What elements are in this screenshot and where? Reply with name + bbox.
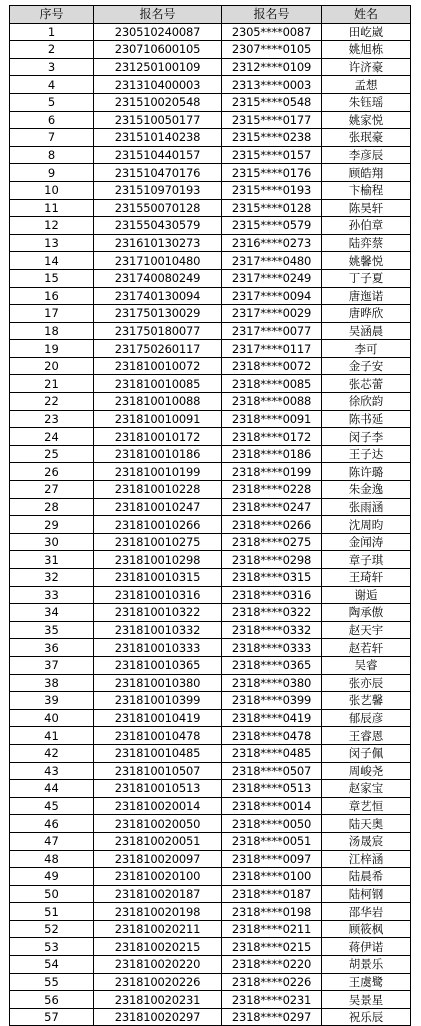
masked-registration-number-cell: 2318****0097 xyxy=(222,850,322,868)
name-cell: 张雨涵 xyxy=(322,498,411,516)
registration-number-cell: 231810010513 xyxy=(94,780,222,798)
masked-registration-number-cell: 2318****0051 xyxy=(222,832,322,850)
table-row xyxy=(10,23,411,41)
masked-registration-number-cell: 2317****0480 xyxy=(222,252,322,270)
masked-registration-number-cell: 2318****0231 xyxy=(222,991,322,1009)
masked-registration-number-cell: 2318****0266 xyxy=(222,516,322,534)
registration-number-cell: 231810010072 xyxy=(94,357,222,375)
serial-number-cell: 28 xyxy=(10,498,94,516)
serial-number-cell: 19 xyxy=(10,340,94,358)
name-cell: 朱金逸 xyxy=(322,481,411,499)
serial-number-cell: 48 xyxy=(10,850,94,868)
serial-number-cell: 39 xyxy=(10,692,94,710)
name-cell: 江梓涵 xyxy=(322,850,411,868)
serial-number-cell: 1 xyxy=(10,23,94,41)
serial-number-cell: 54 xyxy=(10,956,94,974)
masked-registration-number-cell: 2315****0128 xyxy=(222,199,322,217)
registration-number-cell: 231810010333 xyxy=(94,639,222,657)
serial-number-cell: 21 xyxy=(10,375,94,393)
serial-number-cell: 14 xyxy=(10,252,94,270)
masked-registration-number-cell: 2318****0211 xyxy=(222,920,322,938)
registration-number-cell: 231810010275 xyxy=(94,533,222,551)
name-cell: 金闻涛 xyxy=(322,533,411,551)
table-row xyxy=(10,868,411,886)
masked-registration-number-cell: 2307****0105 xyxy=(222,41,322,59)
masked-registration-number-cell: 2318****0419 xyxy=(222,709,322,727)
table-row xyxy=(10,322,411,340)
table-row xyxy=(10,604,411,622)
serial-number-cell: 52 xyxy=(10,920,94,938)
name-cell: 谢逅 xyxy=(322,586,411,604)
table-row xyxy=(10,146,411,164)
name-cell: 李可 xyxy=(322,340,411,358)
masked-registration-number-cell: 2315****0176 xyxy=(222,164,322,182)
registration-number-cell: 231510440157 xyxy=(94,146,222,164)
registration-number-cell: 231810010507 xyxy=(94,762,222,780)
serial-number-cell: 8 xyxy=(10,146,94,164)
header-name: 姓名 xyxy=(322,6,411,24)
registration-number-cell: 231510140238 xyxy=(94,129,222,147)
masked-registration-number-cell: 2318****0332 xyxy=(222,621,322,639)
masked-registration-number-cell: 2318****0088 xyxy=(222,393,322,411)
table-row xyxy=(10,656,411,674)
name-cell: 祝乐辰 xyxy=(322,1008,411,1026)
table-row xyxy=(10,41,411,59)
name-cell: 孟想 xyxy=(322,76,411,94)
masked-registration-number-cell: 2317****0094 xyxy=(222,287,322,305)
table-row xyxy=(10,797,411,815)
table-row xyxy=(10,252,411,270)
table-row xyxy=(10,639,411,657)
registration-number-cell: 231810010088 xyxy=(94,393,222,411)
masked-registration-number-cell: 2318****0220 xyxy=(222,956,322,974)
registration-number-cell: 231810010247 xyxy=(94,498,222,516)
registration-number-cell: 231510470176 xyxy=(94,164,222,182)
masked-registration-number-cell: 2318****0298 xyxy=(222,551,322,569)
table-row xyxy=(10,129,411,147)
masked-registration-number-cell: 2318****0478 xyxy=(222,727,322,745)
masked-registration-number-cell: 2318****0247 xyxy=(222,498,322,516)
masked-registration-number-cell: 2318****0507 xyxy=(222,762,322,780)
masked-registration-number-cell: 2318****0297 xyxy=(222,1008,322,1026)
name-cell: 王虞鹭 xyxy=(322,973,411,991)
serial-number-cell: 41 xyxy=(10,727,94,745)
serial-number-cell: 23 xyxy=(10,410,94,428)
registration-number-cell: 230710600105 xyxy=(94,41,222,59)
masked-registration-number-cell: 2318****0085 xyxy=(222,375,322,393)
table-row xyxy=(10,305,411,323)
masked-registration-number-cell: 2318****0275 xyxy=(222,533,322,551)
name-cell: 姚家悦 xyxy=(322,111,411,129)
name-cell: 陆柯钢 xyxy=(322,885,411,903)
name-cell: 朱钰瑶 xyxy=(322,93,411,111)
serial-number-cell: 6 xyxy=(10,111,94,129)
registration-number-cell: 231710010480 xyxy=(94,252,222,270)
name-cell: 章子琪 xyxy=(322,551,411,569)
name-cell: 卞榆程 xyxy=(322,181,411,199)
masked-registration-number-cell: 2318****0050 xyxy=(222,815,322,833)
masked-registration-number-cell: 2318****0014 xyxy=(222,797,322,815)
registration-number-cell: 231810020220 xyxy=(94,956,222,974)
serial-number-cell: 33 xyxy=(10,586,94,604)
serial-number-cell: 37 xyxy=(10,656,94,674)
serial-number-cell: 7 xyxy=(10,129,94,147)
registration-number-cell: 231810010365 xyxy=(94,656,222,674)
registration-number-cell: 231610130273 xyxy=(94,234,222,252)
registration-number-cell: 231740080249 xyxy=(94,269,222,287)
table-row xyxy=(10,463,411,481)
registration-number-cell: 231810020014 xyxy=(94,797,222,815)
name-cell: 李彦辰 xyxy=(322,146,411,164)
registration-number-cell: 231810010419 xyxy=(94,709,222,727)
serial-number-cell: 3 xyxy=(10,58,94,76)
serial-number-cell: 17 xyxy=(10,305,94,323)
name-cell: 赵家宝 xyxy=(322,780,411,798)
table-row xyxy=(10,269,411,287)
registration-number-cell: 230510240087 xyxy=(94,23,222,41)
serial-number-cell: 35 xyxy=(10,621,94,639)
table-row xyxy=(10,744,411,762)
masked-registration-number-cell: 2318****0072 xyxy=(222,357,322,375)
name-cell: 张芯蕾 xyxy=(322,375,411,393)
name-cell: 邵华岩 xyxy=(322,903,411,921)
serial-number-cell: 11 xyxy=(10,199,94,217)
registration-number-cell: 231510050177 xyxy=(94,111,222,129)
header-masked-registration-number: 报名号 xyxy=(222,6,322,24)
name-cell: 姚馨悦 xyxy=(322,252,411,270)
masked-registration-number-cell: 2318****0316 xyxy=(222,586,322,604)
masked-registration-number-cell: 2316****0273 xyxy=(222,234,322,252)
table-row xyxy=(10,920,411,938)
serial-number-cell: 46 xyxy=(10,815,94,833)
serial-number-cell: 40 xyxy=(10,709,94,727)
name-cell: 唐迤诺 xyxy=(322,287,411,305)
name-cell: 郁辰彦 xyxy=(322,709,411,727)
serial-number-cell: 20 xyxy=(10,357,94,375)
name-cell: 田屹崴 xyxy=(322,23,411,41)
name-cell: 陶承傲 xyxy=(322,604,411,622)
serial-number-cell: 12 xyxy=(10,217,94,235)
table-row xyxy=(10,780,411,798)
table-row xyxy=(10,375,411,393)
masked-registration-number-cell: 2318****0186 xyxy=(222,445,322,463)
name-cell: 赵天宇 xyxy=(322,621,411,639)
registration-number-cell: 231810020050 xyxy=(94,815,222,833)
name-cell: 胡景乐 xyxy=(322,956,411,974)
registration-number-cell: 231810010172 xyxy=(94,428,222,446)
registration-number-cell: 231550430579 xyxy=(94,217,222,235)
name-cell: 徐欣韵 xyxy=(322,393,411,411)
masked-registration-number-cell: 2318****0226 xyxy=(222,973,322,991)
registration-number-cell: 231810020231 xyxy=(94,991,222,1009)
serial-number-cell: 53 xyxy=(10,938,94,956)
serial-number-cell: 44 xyxy=(10,780,94,798)
registration-number-cell: 231810010380 xyxy=(94,674,222,692)
table-row xyxy=(10,393,411,411)
serial-number-cell: 56 xyxy=(10,991,94,1009)
serial-number-cell: 29 xyxy=(10,516,94,534)
registration-number-cell: 231510020548 xyxy=(94,93,222,111)
table-row xyxy=(10,1008,411,1026)
table-row xyxy=(10,181,411,199)
table-row xyxy=(10,903,411,921)
registration-number-cell: 231810020297 xyxy=(94,1008,222,1026)
table-row xyxy=(10,692,411,710)
serial-number-cell: 27 xyxy=(10,481,94,499)
name-cell: 周峻尧 xyxy=(322,762,411,780)
table-row xyxy=(10,234,411,252)
name-cell: 张艺馨 xyxy=(322,692,411,710)
registration-number-cell: 231810010298 xyxy=(94,551,222,569)
registration-number-cell: 231750130029 xyxy=(94,305,222,323)
name-cell: 陆弈蔡 xyxy=(322,234,411,252)
masked-registration-number-cell: 2317****0249 xyxy=(222,269,322,287)
registration-number-cell: 231810010085 xyxy=(94,375,222,393)
table-row xyxy=(10,956,411,974)
name-cell: 丁子夏 xyxy=(322,269,411,287)
name-cell: 王睿恩 xyxy=(322,727,411,745)
serial-number-cell: 4 xyxy=(10,76,94,94)
table-row xyxy=(10,709,411,727)
serial-number-cell: 15 xyxy=(10,269,94,287)
table-row xyxy=(10,621,411,639)
registration-number-cell: 231810010478 xyxy=(94,727,222,745)
serial-number-cell: 31 xyxy=(10,551,94,569)
registration-number-cell: 231510970193 xyxy=(94,181,222,199)
table-row xyxy=(10,815,411,833)
masked-registration-number-cell: 2315****0238 xyxy=(222,129,322,147)
name-cell: 吴睿 xyxy=(322,656,411,674)
table-row xyxy=(10,516,411,534)
serial-number-cell: 22 xyxy=(10,393,94,411)
table-header xyxy=(10,6,411,24)
masked-registration-number-cell: 2318****0315 xyxy=(222,569,322,587)
table-row xyxy=(10,93,411,111)
table-row xyxy=(10,586,411,604)
registration-number-cell: 231810010316 xyxy=(94,586,222,604)
serial-number-cell: 34 xyxy=(10,604,94,622)
name-cell: 张珉豪 xyxy=(322,129,411,147)
table-row xyxy=(10,973,411,991)
serial-number-cell: 26 xyxy=(10,463,94,481)
serial-number-cell: 45 xyxy=(10,797,94,815)
masked-registration-number-cell: 2317****0077 xyxy=(222,322,322,340)
masked-registration-number-cell: 2315****0157 xyxy=(222,146,322,164)
name-cell: 闵子佩 xyxy=(322,744,411,762)
name-cell: 王子达 xyxy=(322,445,411,463)
serial-number-cell: 50 xyxy=(10,885,94,903)
name-cell: 姚旭栋 xyxy=(322,41,411,59)
table-row xyxy=(10,428,411,446)
name-cell: 陈书延 xyxy=(322,410,411,428)
table-row xyxy=(10,199,411,217)
table-row xyxy=(10,287,411,305)
serial-number-cell: 13 xyxy=(10,234,94,252)
name-cell: 孙伯章 xyxy=(322,217,411,235)
masked-registration-number-cell: 2318****0485 xyxy=(222,744,322,762)
masked-registration-number-cell: 2318****0100 xyxy=(222,868,322,886)
registration-number-cell: 231740130094 xyxy=(94,287,222,305)
table-row xyxy=(10,674,411,692)
serial-number-cell: 10 xyxy=(10,181,94,199)
table-row xyxy=(10,445,411,463)
serial-number-cell: 57 xyxy=(10,1008,94,1026)
name-cell: 陈昊轩 xyxy=(322,199,411,217)
name-cell: 闵子李 xyxy=(322,428,411,446)
serial-number-cell: 47 xyxy=(10,832,94,850)
masked-registration-number-cell: 2317****0117 xyxy=(222,340,322,358)
masked-registration-number-cell: 2318****0513 xyxy=(222,780,322,798)
masked-registration-number-cell: 2318****0187 xyxy=(222,885,322,903)
masked-registration-number-cell: 2318****0322 xyxy=(222,604,322,622)
admission-list-table xyxy=(9,5,411,1026)
serial-number-cell: 24 xyxy=(10,428,94,446)
serial-number-cell: 51 xyxy=(10,903,94,921)
serial-number-cell: 5 xyxy=(10,93,94,111)
name-cell: 章艺恒 xyxy=(322,797,411,815)
name-cell: 王琦轩 xyxy=(322,569,411,587)
table-body xyxy=(10,23,411,1026)
masked-registration-number-cell: 2318****0091 xyxy=(222,410,322,428)
registration-number-cell: 231810010186 xyxy=(94,445,222,463)
name-cell: 顾皓翔 xyxy=(322,164,411,182)
table-row xyxy=(10,58,411,76)
name-cell: 吴景星 xyxy=(322,991,411,1009)
name-cell: 陈许璐 xyxy=(322,463,411,481)
registration-number-cell: 231810010315 xyxy=(94,569,222,587)
serial-number-cell: 30 xyxy=(10,533,94,551)
name-cell: 汤晟宸 xyxy=(322,832,411,850)
masked-registration-number-cell: 2315****0579 xyxy=(222,217,322,235)
masked-registration-number-cell: 2315****0193 xyxy=(222,181,322,199)
table-row xyxy=(10,164,411,182)
table-row xyxy=(10,727,411,745)
masked-registration-number-cell: 2318****0215 xyxy=(222,938,322,956)
name-cell: 蒋伊诺 xyxy=(322,938,411,956)
registration-number-cell: 231810010399 xyxy=(94,692,222,710)
masked-registration-number-cell: 2318****0399 xyxy=(222,692,322,710)
table-row xyxy=(10,991,411,1009)
registration-number-cell: 231550070128 xyxy=(94,199,222,217)
name-cell: 许济豪 xyxy=(322,58,411,76)
masked-registration-number-cell: 2315****0548 xyxy=(222,93,322,111)
registration-number-cell: 231310400003 xyxy=(94,76,222,94)
serial-number-cell: 36 xyxy=(10,639,94,657)
serial-number-cell: 32 xyxy=(10,569,94,587)
registration-number-cell: 231810010332 xyxy=(94,621,222,639)
registration-number-cell: 231810010091 xyxy=(94,410,222,428)
name-cell: 金子安 xyxy=(322,357,411,375)
table-row xyxy=(10,481,411,499)
masked-registration-number-cell: 2313****0003 xyxy=(222,76,322,94)
name-cell: 张亦辰 xyxy=(322,674,411,692)
serial-number-cell: 18 xyxy=(10,322,94,340)
masked-registration-number-cell: 2318****0198 xyxy=(222,903,322,921)
header-row xyxy=(10,6,411,24)
header-serial-number: 序号 xyxy=(10,6,94,24)
table-row xyxy=(10,832,411,850)
serial-number-cell: 55 xyxy=(10,973,94,991)
masked-registration-number-cell: 2317****0029 xyxy=(222,305,322,323)
name-cell: 沈周昀 xyxy=(322,516,411,534)
masked-registration-number-cell: 2305****0087 xyxy=(222,23,322,41)
registration-number-cell: 231810010199 xyxy=(94,463,222,481)
serial-number-cell: 43 xyxy=(10,762,94,780)
name-cell: 陆晨希 xyxy=(322,868,411,886)
masked-registration-number-cell: 2318****0333 xyxy=(222,639,322,657)
registration-number-cell: 231810020198 xyxy=(94,903,222,921)
table-row xyxy=(10,111,411,129)
name-cell: 顾筱枫 xyxy=(322,920,411,938)
registration-number-cell: 231250100109 xyxy=(94,58,222,76)
registration-number-cell: 231750260117 xyxy=(94,340,222,358)
serial-number-cell: 42 xyxy=(10,744,94,762)
header-registration-number: 报名号 xyxy=(94,6,222,24)
table-row xyxy=(10,938,411,956)
name-cell: 唐晔欣 xyxy=(322,305,411,323)
masked-registration-number-cell: 2315****0177 xyxy=(222,111,322,129)
registration-number-cell: 231810020100 xyxy=(94,868,222,886)
registration-number-cell: 231810020215 xyxy=(94,938,222,956)
registration-number-cell: 231810020097 xyxy=(94,850,222,868)
registration-number-cell: 231810020051 xyxy=(94,832,222,850)
name-cell: 吴涵晨 xyxy=(322,322,411,340)
table-row xyxy=(10,498,411,516)
table-row xyxy=(10,357,411,375)
table-row xyxy=(10,533,411,551)
table-row xyxy=(10,762,411,780)
table-row xyxy=(10,551,411,569)
name-cell: 陆天奥 xyxy=(322,815,411,833)
serial-number-cell: 38 xyxy=(10,674,94,692)
table-row xyxy=(10,76,411,94)
serial-number-cell: 49 xyxy=(10,868,94,886)
registration-number-cell: 231750180077 xyxy=(94,322,222,340)
table-row xyxy=(10,850,411,868)
table-row xyxy=(10,410,411,428)
name-cell: 赵若轩 xyxy=(322,639,411,657)
registration-number-cell: 231810020211 xyxy=(94,920,222,938)
masked-registration-number-cell: 2318****0228 xyxy=(222,481,322,499)
registration-number-cell: 231810010485 xyxy=(94,744,222,762)
masked-registration-number-cell: 2318****0199 xyxy=(222,463,322,481)
registration-number-cell: 231810020226 xyxy=(94,973,222,991)
registration-number-cell: 231810010322 xyxy=(94,604,222,622)
table-row xyxy=(10,885,411,903)
masked-registration-number-cell: 2318****0172 xyxy=(222,428,322,446)
table-row xyxy=(10,569,411,587)
serial-number-cell: 25 xyxy=(10,445,94,463)
masked-registration-number-cell: 2312****0109 xyxy=(222,58,322,76)
table-row xyxy=(10,217,411,235)
serial-number-cell: 16 xyxy=(10,287,94,305)
serial-number-cell: 9 xyxy=(10,164,94,182)
registration-number-cell: 231810010266 xyxy=(94,516,222,534)
table-row xyxy=(10,340,411,358)
registration-number-cell: 231810010228 xyxy=(94,481,222,499)
masked-registration-number-cell: 2318****0365 xyxy=(222,656,322,674)
registration-number-cell: 231810020187 xyxy=(94,885,222,903)
serial-number-cell: 2 xyxy=(10,41,94,59)
masked-registration-number-cell: 2318****0380 xyxy=(222,674,322,692)
